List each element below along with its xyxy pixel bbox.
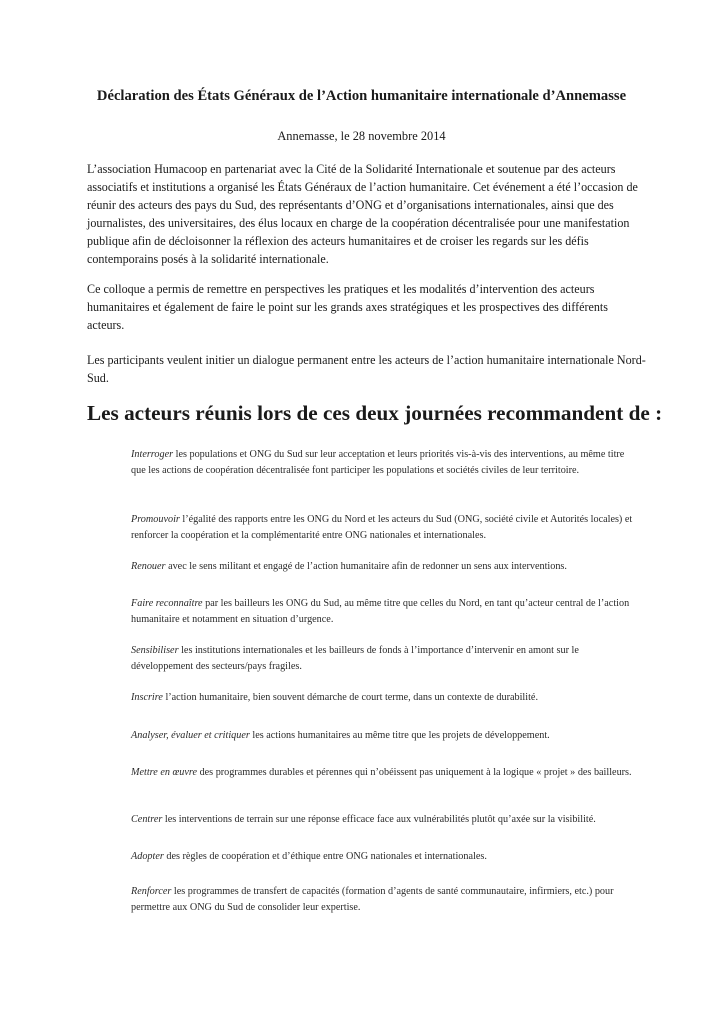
recommendation-verb: Inscrire xyxy=(131,692,163,703)
recommendation-item xyxy=(131,849,641,865)
recommendation-item xyxy=(131,559,641,575)
recommendation-text: avec le sens militant et engagé de l’action humanitaire afin de redonner un sens aux interventions. xyxy=(165,561,567,572)
recommendation-verb: Renouer xyxy=(131,561,166,572)
recommendation-text: les programmes de transfert de capacités (formation d’agents de santé communautaire, infirmiers, etc.) pour permettre aux ONG du Sud de consolider leur expertise. xyxy=(131,886,614,913)
recommendation-text: des programmes durables et pérennes qui n’obéissent pas uniquement à la logique « projet » des bailleurs. xyxy=(197,767,632,778)
recommendation-item xyxy=(131,728,641,744)
recommendation-item xyxy=(131,765,641,781)
recommendation-item xyxy=(131,812,641,828)
date-line: Annemasse, le 28 novembre 2014 xyxy=(277,129,446,143)
recommendation-text: l’action humanitaire, bien souvent démarche de court terme, dans un contexte de durabilité. xyxy=(162,692,538,703)
recommendation-text: les interventions de terrain sur une réponse efficace face aux vulnérabilités plutôt qu’axée sur la visibilité. xyxy=(162,814,596,825)
recommendation-verb: Centrer xyxy=(131,814,163,825)
recommendation-item xyxy=(131,512,641,544)
recommendation-text: les actions humanitaires au même titre que les projets de développement. xyxy=(249,730,550,741)
recommendation-verb: Renforcer xyxy=(131,886,172,897)
document-title: Déclaration des États Généraux de l’Action humanitaire internationale d’Annemasse xyxy=(96,88,627,104)
recommendation-text: par les bailleurs les ONG du Sud, au même titre que celles du Nord, en tant qu’acteur central de l’action humanitaire et notamment en situation d’urgence. xyxy=(131,598,630,625)
recommendation-verb: Adopter xyxy=(131,851,164,862)
recommendation-verb: Faire reconnaître xyxy=(131,598,203,609)
recommendation-text: les populations et ONG du Sud sur leur acceptation et leurs priorités vis-à-vis des interventions, au même titre que les actions de coopération décentralisée font participer les populations et sociétés civiles de leur territoire. xyxy=(131,449,625,476)
recommendation-item xyxy=(131,596,641,628)
recommendation-verb: Interroger xyxy=(131,449,174,460)
recommendation-text: les institutions internationales et les bailleurs de fonds à l’importance d’intervenir en amont sur le développement des secteurs/pays fragiles. xyxy=(131,645,579,672)
recommendation-item xyxy=(131,884,641,916)
participants-paragraph: Les participants veulent initier un dialogue permanent entre les acteurs de l’action humanitaire internationale Nord-Sud. xyxy=(87,353,646,385)
recommendations-heading: Les acteurs réunis lors de ces deux journées recommandent de : xyxy=(87,401,663,425)
recommendation-verb: Analyser, évaluer et critiquer xyxy=(131,730,250,741)
recommendation-text: des règles de coopération et d’éthique entre ONG nationales et internationales. xyxy=(163,851,487,862)
recommendation-verb: Mettre en œuvre xyxy=(131,767,198,778)
recommendation-item xyxy=(131,643,641,675)
recommendation-verb: Sensibiliser xyxy=(131,645,179,656)
recommendation-verb: Promouvoir xyxy=(131,514,180,525)
colloque-paragraph: Ce colloque a permis de remettre en perspectives les pratiques et les modalités d’intervention des acteurs humanitaires et également de faire le point sur les grands axes stratégiques et les prospectives des différents acteurs. xyxy=(87,282,608,332)
recommendation-item xyxy=(131,690,641,706)
intro-paragraph: L’association Humacoop en partenariat avec la Cité de la Solidarité Internationale et soutenue par des acteurs associatifs et institutions a organisé les États Généraux de l’action humanitaire. Cet événement a été l’occasion de réunir des acteurs des pays du Sud, des représentants d’ONG et d’organisations internationales, ainsi que des journalistes, des universitaires, des élus locaux en charge de la coopération décentralisée pour une manifestation publique afin de décloisonner la réflexion des acteurs humanitaires et de croiser les regards sur les défis contemporains posés à la solidarité internationale. xyxy=(87,162,638,266)
recommendation-text: l’égalité des rapports entre les ONG du Nord et les acteurs du Sud (ONG, société civile et Autorités locales) et renforcer la coopération et la complémentarité entre ONG nationales et internationales. xyxy=(131,514,633,541)
recommendation-item xyxy=(131,447,641,479)
